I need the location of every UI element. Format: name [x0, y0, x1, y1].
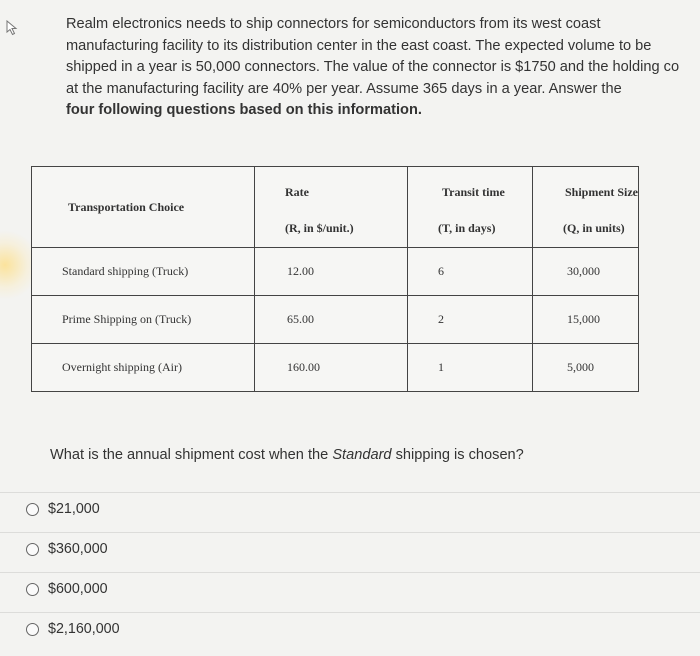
- answer-option[interactable]: [0, 492, 700, 533]
- header-transit-unit: (T, in days): [438, 221, 496, 235]
- question-emphasis: Standard: [332, 447, 392, 463]
- table-header-row: [32, 167, 639, 248]
- row-choice: Standard shipping (Truck): [32, 248, 255, 296]
- problem-line: Realm electronics needs to ship connectors for semiconductors from its west coast: [66, 16, 601, 32]
- question-text: [50, 447, 524, 463]
- shipping-options-table: [31, 166, 639, 392]
- table-row: [32, 248, 639, 296]
- radio-button[interactable]: [26, 583, 39, 596]
- answer-option[interactable]: [0, 572, 700, 613]
- radio-button[interactable]: [26, 503, 39, 516]
- header-rate-label: Rate: [285, 185, 309, 199]
- header-rate: [255, 167, 408, 248]
- header-size-label: Shipment Size: [565, 185, 639, 199]
- question-suffix: shipping is chosen?: [391, 447, 524, 463]
- row-rate: 160.00: [255, 344, 408, 392]
- answer-label: $21,000: [48, 501, 100, 517]
- radio-button[interactable]: [26, 623, 39, 636]
- answer-option[interactable]: [0, 612, 700, 653]
- answer-label: $2,160,000: [48, 621, 120, 637]
- answer-label: $600,000: [48, 581, 108, 597]
- header-transit-label: Transit time: [442, 185, 505, 199]
- problem-statement: [66, 14, 700, 122]
- header-size: [533, 167, 639, 248]
- table-row: [32, 296, 639, 344]
- row-size: 15,000: [533, 296, 639, 344]
- row-transit: 6: [408, 248, 533, 296]
- row-transit: 2: [408, 296, 533, 344]
- question-prefix: What is the annual shipment cost when the: [50, 447, 333, 463]
- row-size: 30,000: [533, 248, 639, 296]
- problem-line: four following questions based on this information.: [66, 102, 422, 118]
- problem-line: manufacturing facility to its distribution center in the east coast. The expected volume to be: [66, 37, 652, 54]
- answer-label: $360,000: [48, 541, 108, 557]
- row-transit: 1: [408, 344, 533, 392]
- header-transit: [408, 167, 533, 248]
- problem-line: at the manufacturing facility are 40% per year. Assume 365 days in a year. Answer the: [66, 80, 622, 97]
- table-row: [32, 344, 639, 392]
- header-size-unit: (Q, in units): [563, 221, 625, 235]
- row-size: 5,000: [533, 344, 639, 392]
- header-rate-unit: (R, in $/unit.): [285, 221, 354, 235]
- answer-option[interactable]: [0, 532, 700, 573]
- row-choice: Prime Shipping on (Truck): [32, 296, 255, 344]
- row-rate: 12.00: [255, 248, 408, 296]
- cursor-icon: [6, 20, 20, 36]
- problem-line: shipped in a year is 50,000 connectors. The value of the connector is $1750 and the holding co: [66, 59, 680, 75]
- row-rate: 65.00: [255, 296, 408, 344]
- header-choice: Transportation Choice: [32, 167, 255, 248]
- row-choice: Overnight shipping (Air): [32, 344, 255, 392]
- radio-button[interactable]: [26, 543, 39, 556]
